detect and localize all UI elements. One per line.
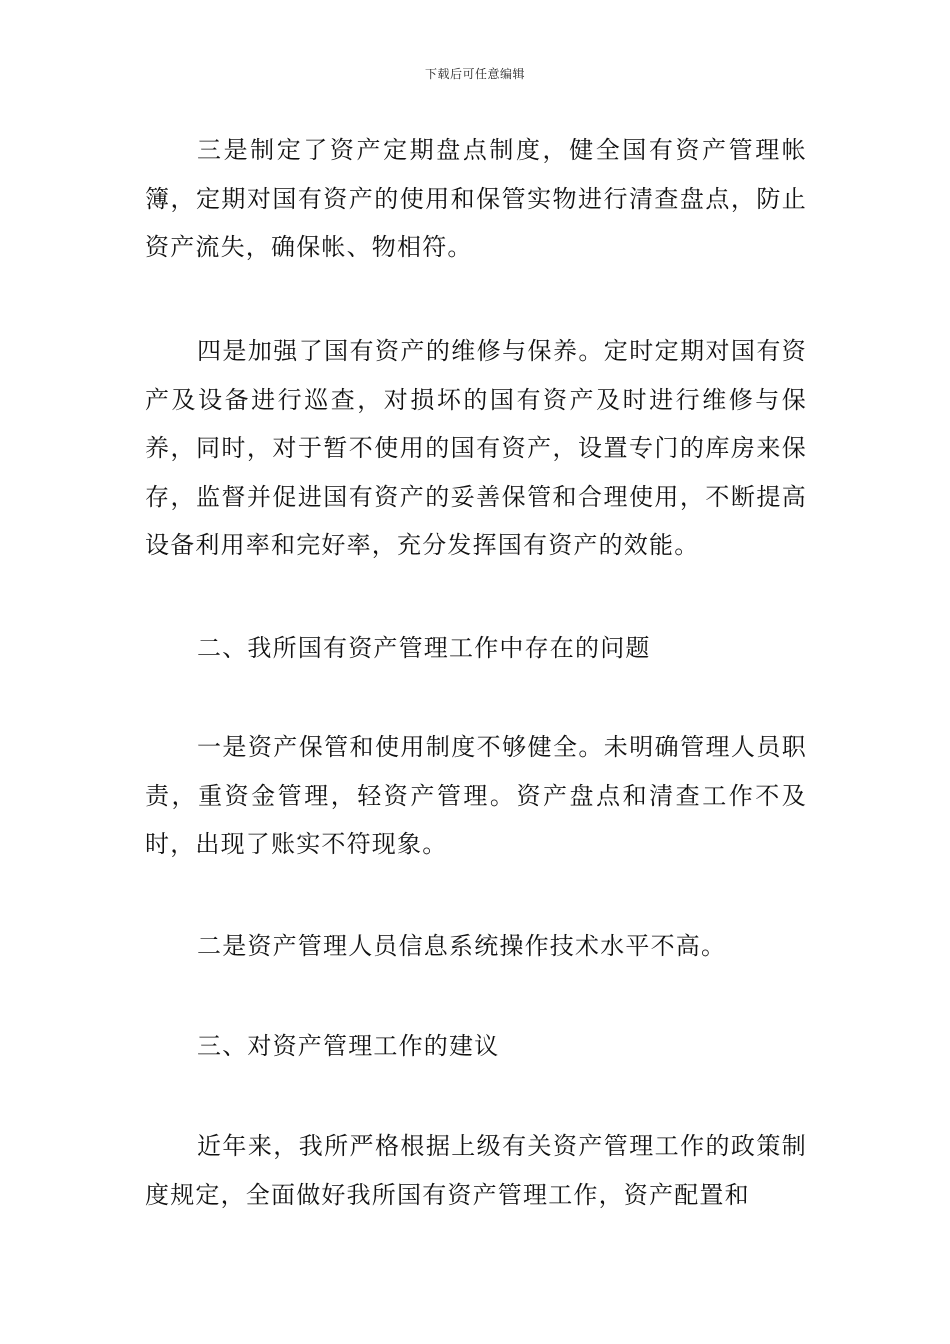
section-heading-problems: 二、我所国有资产管理工作中存在的问题 xyxy=(197,634,651,662)
paragraph-maintenance: 四是加强了国有资产的维修与保养。定时定期对国有资产及设备进行巡查，对损坏的国有资产及时进行维修与保养，同时，对于暂不使用的国有资产，设置专门的库房来保存，监督并促进国有资产的妥善保管和合理使用，不断提高设备利用率和完好率，充分发挥国有资产的效能。 xyxy=(145,337,807,559)
section-heading-suggestions: 三、对资产管理工作的建议 xyxy=(197,1032,500,1060)
paragraph-problem-two: 二是资产管理人员信息系统操作技术水平不高。 xyxy=(197,932,727,960)
paragraph-recent-years: 近年来，我所严格根据上级有关资产管理工作的政策制度规定，全面做好我所国有资产管理工作，资产配置和 xyxy=(145,1132,807,1209)
page-header: 下载后可任意编辑 xyxy=(424,67,525,81)
paragraph-inventory-system: 三是制定了资产定期盘点制度，健全国有资产管理帐簿，定期对国有资产的使用和保管实物进行清查盘点，防止资产流失，确保帐、物相符。 xyxy=(145,136,807,261)
paragraph-problem-one: 一是资产保管和使用制度不够健全。未明确管理人员职责，重资金管理，轻资产管理。资产盘点和清查工作不及时，出现了账实不符现象。 xyxy=(145,733,807,858)
